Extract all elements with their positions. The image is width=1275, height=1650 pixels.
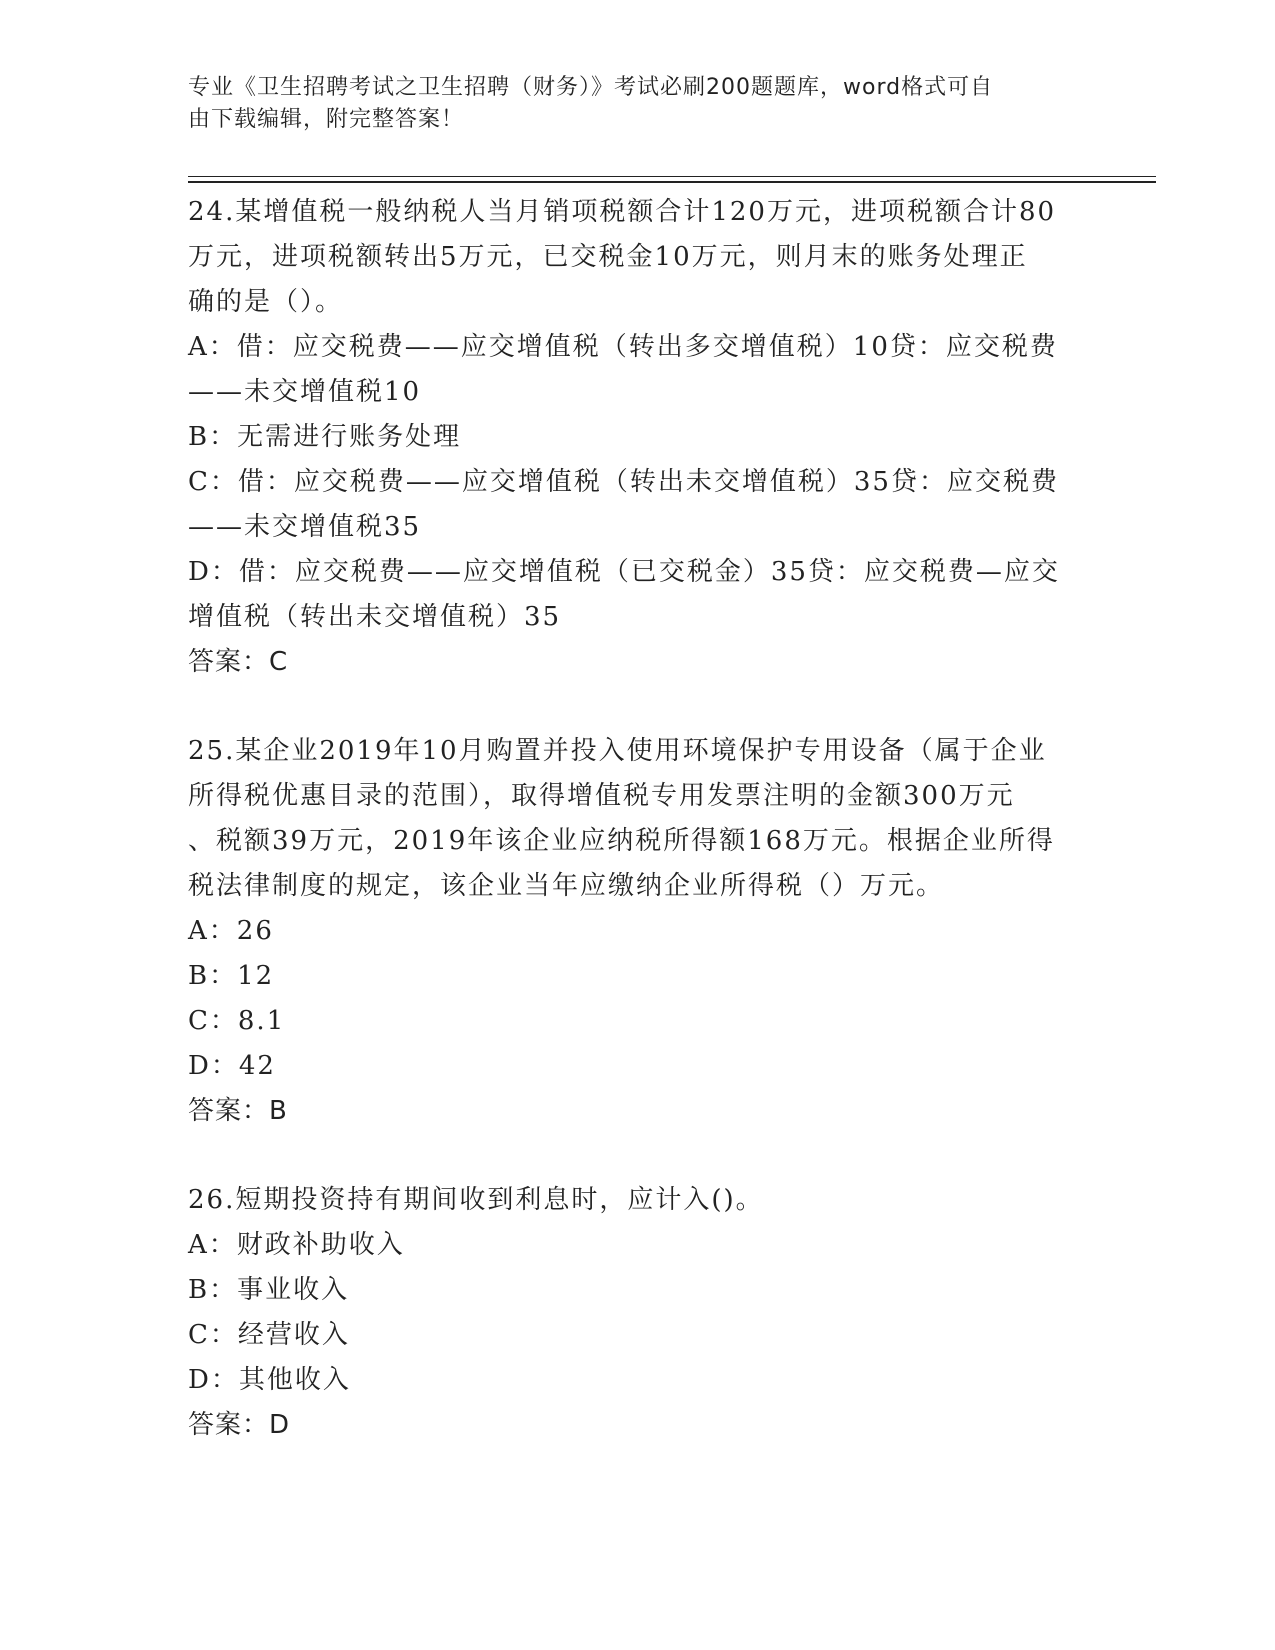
option-d: D：借：应交税费——应交增值税（已交税金）35贷：应交税费—应交 增值税（转出未交增值税）35 <box>188 557 1060 632</box>
option-b: B：12 <box>188 961 275 991</box>
question-spacer <box>188 1134 1088 1178</box>
option-c: C：8.1 <box>188 1006 286 1036</box>
question-stem: 24.某增值税一般纳税人当月销项税额合计120万元，进项税额合计80 万元，进项税额转出5万元，已交税金10万元，则月末的账务处理正 确的是（）。 <box>188 197 1057 317</box>
question-26 <box>188 1178 1088 1448</box>
option-d: D：其他收入 <box>188 1365 351 1395</box>
question-list <box>188 190 1088 1448</box>
option-d: D：42 <box>188 1051 276 1081</box>
header-divider-thick <box>188 181 1156 183</box>
option-b: B：事业收入 <box>188 1275 350 1305</box>
answer-label: 答案：B <box>188 1096 288 1126</box>
option-a: A：财政补助收入 <box>188 1230 405 1260</box>
option-c: C：经营收入 <box>188 1320 350 1350</box>
question-spacer <box>188 685 1088 729</box>
question-25 <box>188 729 1088 1134</box>
option-a: A：借：应交税费——应交增值税（转出多交增值税）10贷：应交税费 ——未交增值税10 <box>188 332 1058 407</box>
question-stem: 25.某企业2019年10月购置并投入使用环境保护专用设备（属于企业 所得税优惠目录的范围），取得增值税专用发票注明的金额300万元 、税额39万元，2019年该企业应纳税所得额168万元。根据企业所得 税法律制度的规定，该企业当年应缴纳企业所得税（）万元。 <box>188 736 1055 901</box>
answer-label: 答案：D <box>188 1410 291 1440</box>
option-a: A：26 <box>188 916 274 946</box>
question-stem: 26.短期投资持有期间收到利息时，应计入()。 <box>188 1185 764 1215</box>
answer-label: 答案：C <box>188 647 289 677</box>
document-header: 专业《卫生招聘考试之卫生招聘（财务）》考试必刷200题题库，word格式可自 由下载编辑，附完整答案！ <box>188 75 994 132</box>
header-divider-thin <box>188 176 1156 177</box>
option-b: B：无需进行账务处理 <box>188 422 462 452</box>
question-24 <box>188 190 1088 685</box>
option-c: C：借：应交税费——应交增值税（转出未交增值税）35贷：应交税费 ——未交增值税35 <box>188 467 1059 542</box>
